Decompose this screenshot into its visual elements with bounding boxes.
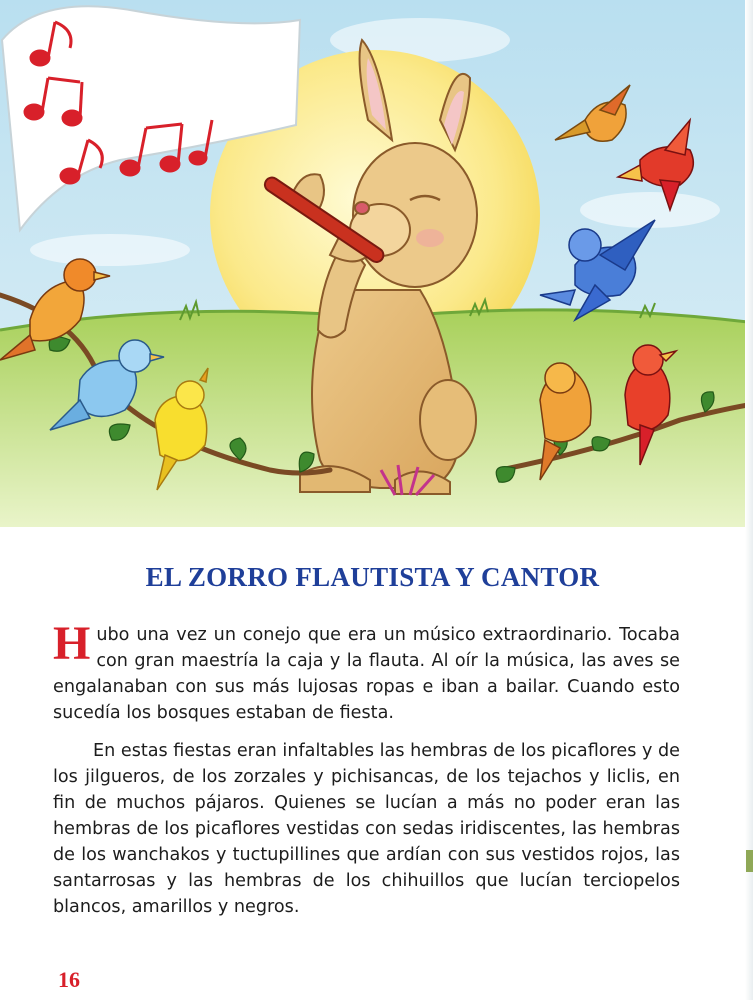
paragraph-2: En estas fiestas eran infaltables las hembras de los picaflores y de los jilgueros, de los zorzales y pichisancas, de los tejachos y liclis, en fin de muchos pájaros. Quienes se lucían a más no poder eran las hembras de los picaflores vestidas con sedas iridiscentes, las hembras de los wanchakos y tuctupillines que ardían con sus vestidos rojos, las santarrosas y las hembras de los chihuillos que lucían terciopelos blancos, amarillos y negros. xyxy=(53,741,680,917)
page-number: 16 xyxy=(58,967,80,992)
page-edge-mark xyxy=(746,850,753,872)
story-title: EL ZORRO FLAUTISTA Y CANTOR xyxy=(145,562,600,592)
story-body xyxy=(53,617,680,920)
paragraph-1-text: ubo una vez un conejo que era un músico extraordinario. Tocaba con gran maestría la caja y la flauta. Al oír la música, las aves se engalanaban con sus más lujosas ropas e iban a bailar. Cuando esto sucedía los bosques estaban de fiesta. xyxy=(53,625,680,723)
drop-cap: H xyxy=(53,617,91,670)
paragraph-1 xyxy=(53,617,680,726)
